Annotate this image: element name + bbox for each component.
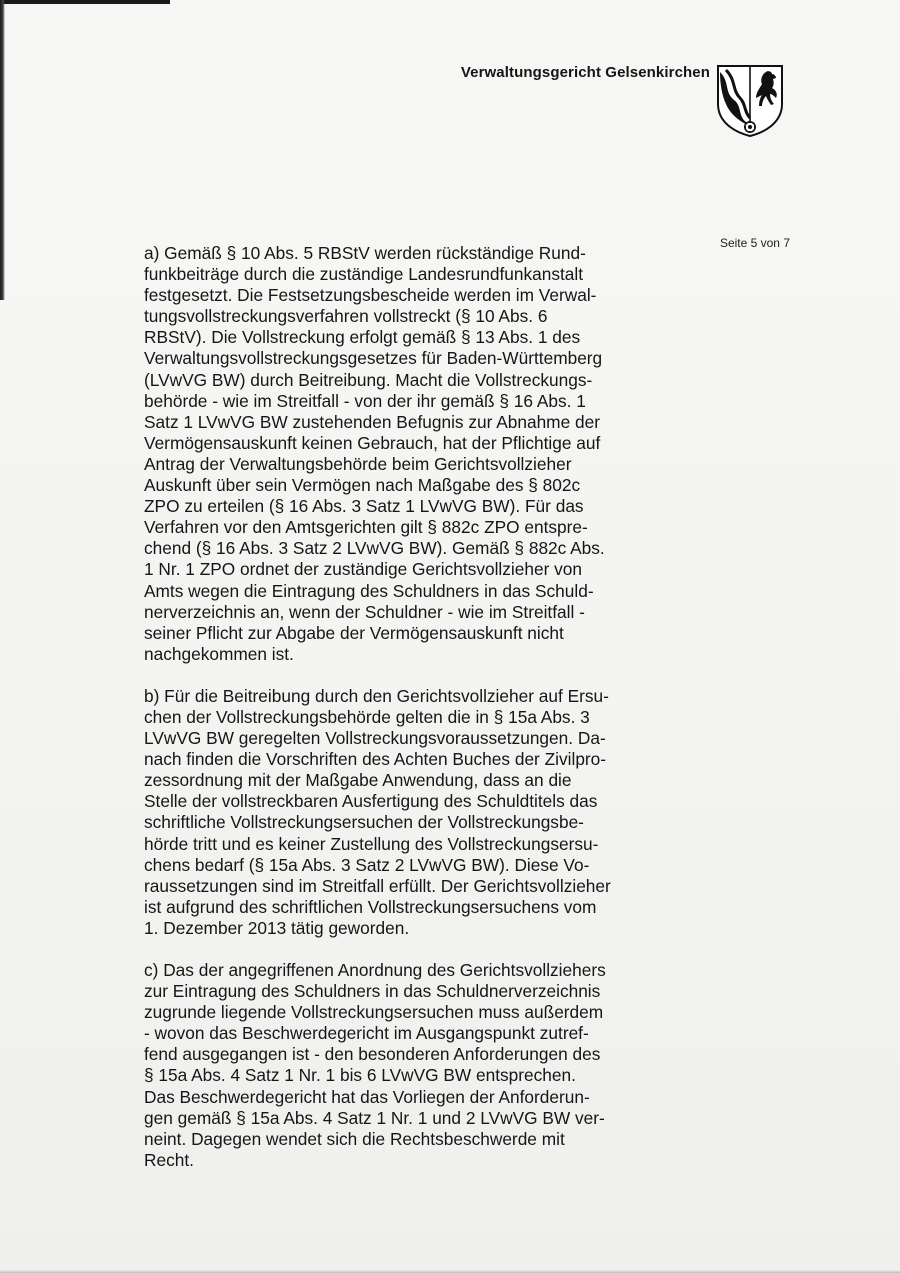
text-line: nachgekommen ist. <box>144 643 294 664</box>
text-line: - wovon das Beschwerdegericht im Ausgangspunkt zutref- <box>144 1023 589 1044</box>
text-line: Das Beschwerdegericht hat das Vorliegen der Anforderun- <box>144 1086 590 1107</box>
text-line: raussetzungen sind im Streitfall erfüllt. Der Gerichtsvollzieher <box>144 875 611 896</box>
text-line: Recht. <box>144 1149 194 1170</box>
paragraph-b <box>144 686 644 939</box>
text-line: (LVwVG BW) durch Beitreibung. Macht die Vollstreckungs- <box>144 369 593 390</box>
text-line: seiner Pflicht zur Abgabe der Vermögensauskunft nicht <box>144 622 564 643</box>
text-line: Vermögensauskunft keinen Gebrauch, hat der Pflichtige auf <box>144 432 601 453</box>
text-line: chens bedarf (§ 15a Abs. 3 Satz 2 LVwVG BW). Diese Vo- <box>144 854 590 875</box>
text-line: gen gemäß § 15a Abs. 4 Satz 1 Nr. 1 und 2 LVwVG BW ver- <box>144 1107 605 1128</box>
text-line: zessordnung mit der Maßgabe Anwendung, dass an die <box>144 770 572 791</box>
text-line: § 15a Abs. 4 Satz 1 Nr. 1 bis 6 LVwVG BW entsprechen. <box>144 1065 576 1086</box>
text-line: 1. Dezember 2013 tätig geworden. <box>144 917 410 938</box>
scan-edge-left <box>0 0 5 300</box>
text-line: festgesetzt. Die Festsetzungsbescheide werden im Verwal- <box>144 285 597 306</box>
text-line: chend (§ 16 Abs. 3 Satz 2 LVwVG BW). Gemäß § 882c Abs. <box>144 538 605 559</box>
text-line: Stelle der vollstreckbaren Ausfertigung des Schuldtitels das <box>144 791 598 812</box>
text-line: zur Eintragung des Schuldners in das Schuldnerverzeichnis <box>144 981 601 1002</box>
text-line: RBStV). Die Vollstreckung erfolgt gemäß § 13 Abs. 1 des <box>144 327 581 348</box>
text-line: funkbeiträge durch die zuständige Landesrundfunkanstalt <box>144 264 584 285</box>
page-number: Seite 5 von 7 <box>719 236 790 250</box>
text-line: 1 Nr. 1 ZPO ordnet der zuständige Gerichtsvollzieher von <box>144 559 583 580</box>
text-line: schriftliche Vollstreckungsersuchen der Vollstreckungsbe- <box>144 812 584 833</box>
text-line: nach finden die Vorschriften des Achten Buches der Zivilpro- <box>144 749 607 770</box>
text-line: fend ausgegangen ist - den besonderen Anforderungen des <box>144 1044 601 1065</box>
text-line: b) Für die Beitreibung durch den Gerichtsvollzieher auf Ersu- <box>144 685 609 706</box>
body-text <box>144 243 644 1192</box>
text-line: Auskunft über sein Vermögen nach Maßgabe des § 802c <box>144 475 581 496</box>
paragraph-c <box>144 960 644 1171</box>
text-line: ZPO zu erteilen (§ 16 Abs. 3 Satz 1 LVwVG BW). Für das <box>144 496 584 517</box>
text-line: chen der Vollstreckungsbehörde gelten die in § 15a Abs. 3 <box>144 706 590 727</box>
text-line: neint. Dagegen wendet sich die Rechtsbeschwerde mit <box>144 1128 565 1149</box>
text-line: Amts wegen die Eintragung des Schuldners in das Schuld- <box>144 580 594 601</box>
text-line: Antrag der Verwaltungsbehörde beim Gerichtsvollzieher <box>144 453 572 474</box>
text-line: Verfahren vor den Amtsgerichten gilt § 882c ZPO entspre- <box>144 517 588 538</box>
text-line: behörde - wie im Streitfall - von der ihr gemäß § 16 Abs. 1 <box>144 390 586 411</box>
nrw-coat-of-arms-icon <box>716 64 784 138</box>
court-name-header: Verwaltungsgericht Gelsenkirchen <box>460 64 710 81</box>
text-line: LVwVG BW geregelten Vollstreckungsvoraussetzungen. Da- <box>144 728 606 749</box>
text-line: hörde tritt und es keiner Zustellung des Vollstreckungsersu- <box>144 833 599 854</box>
text-line: tungsvollstreckungsverfahren vollstreckt (§ 10 Abs. 6 <box>144 306 548 327</box>
paragraph-a <box>144 243 644 665</box>
text-line: Verwaltungsvollstreckungsgesetzes für Baden-Württemberg <box>144 348 603 369</box>
scan-edge-top <box>0 0 170 4</box>
text-line: nerverzeichnis an, wenn der Schuldner - wie im Streitfall - <box>144 601 585 622</box>
text-line: ist aufgrund des schriftlichen Vollstreckungsersuchens vom <box>144 896 597 917</box>
text-line: c) Das der angegriffenen Anordnung des Gerichtsvollziehers <box>144 960 606 980</box>
text-line: Satz 1 LVwVG BW zustehenden Befugnis zur Abnahme der <box>144 411 600 432</box>
text-line: zugrunde liegende Vollstreckungsersuchen muss außerdem <box>144 1002 604 1023</box>
text-line: a) Gemäß § 10 Abs. 5 RBStV werden rückständige Rund- <box>144 243 586 263</box>
